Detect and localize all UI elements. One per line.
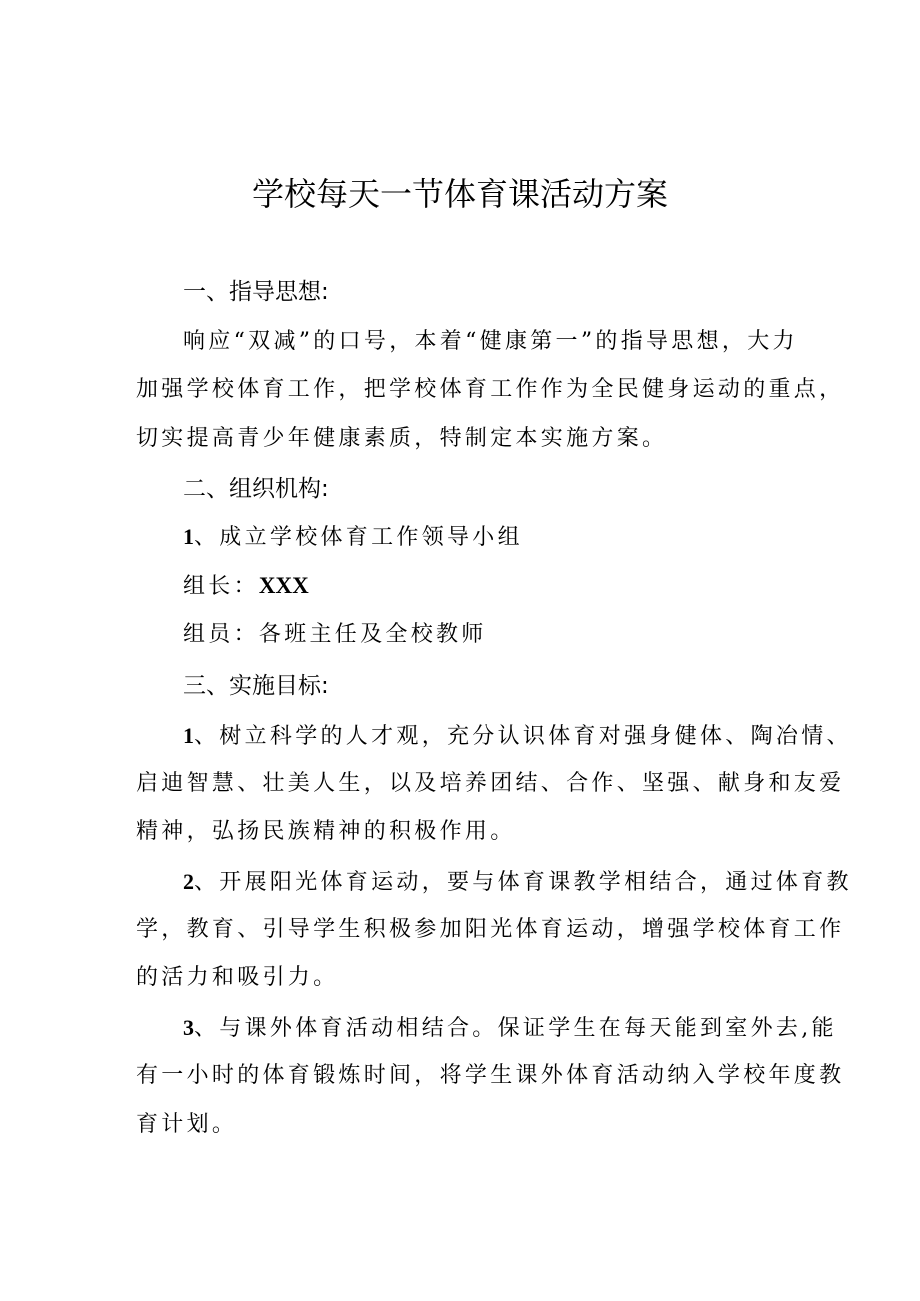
item-text: 、树立科学的人才观，充分认识体育对强身健体、陶冶情、 xyxy=(194,724,852,749)
leader-label: 组长： xyxy=(183,574,259,599)
item-number: 2 xyxy=(183,869,194,894)
section-heading-goals: 三、实施目标: xyxy=(183,673,329,699)
paragraph-line: 学，教育、引导学生积极参加阳光体育运动，增强学校体育工作 xyxy=(136,917,845,942)
list-item xyxy=(183,1012,837,1045)
list-item xyxy=(183,720,852,753)
leader-line xyxy=(183,570,309,603)
paragraph-line: 加强学校体育工作，把学校体育工作作为全民健身运动的重点， xyxy=(136,377,845,402)
item-text: 、成立学校体育工作领导小组 xyxy=(194,525,523,550)
section-heading-guiding-thought: 一、指导思想: xyxy=(183,279,329,305)
paragraph-line: 响应“双减”的口号，本着“健康第一”的指导思想，大力 xyxy=(183,329,798,354)
item-text: 、开展阳光体育运动，要与体育课教学相结合，通过体育教 xyxy=(194,870,852,895)
paragraph-line: 启迪智慧、壮美人生，以及培养团结、合作、坚强、献身和友爱 xyxy=(136,771,845,796)
members-line: 组员：各班主任及全校教师 xyxy=(183,622,487,647)
document-title: 学校每天一节体育课活动方案 xyxy=(251,175,668,213)
paragraph-line: 精神，弘扬民族精神的积极作用。 xyxy=(136,819,516,844)
section-heading-organization: 二、组织机构: xyxy=(183,476,329,502)
paragraph-line: 有一小时的体育锻炼时间，将学生课外体育活动纳入学校年度教 xyxy=(136,1063,845,1088)
paragraph-line: 切实提高青少年健康素质，特制定本实施方案。 xyxy=(136,426,668,451)
list-item xyxy=(183,521,523,554)
leader-value: XXX xyxy=(258,573,309,598)
item-number: 1 xyxy=(183,723,194,748)
list-item xyxy=(183,866,852,899)
paragraph-line: 育计划。 xyxy=(136,1112,238,1137)
item-number: 3 xyxy=(183,1015,194,1040)
item-number: 1 xyxy=(183,524,194,549)
item-text: 、与课外体育活动相结合。保证学生在每天能到室外去,能 xyxy=(194,1016,837,1041)
paragraph-line: 的活力和吸引力。 xyxy=(136,965,339,990)
